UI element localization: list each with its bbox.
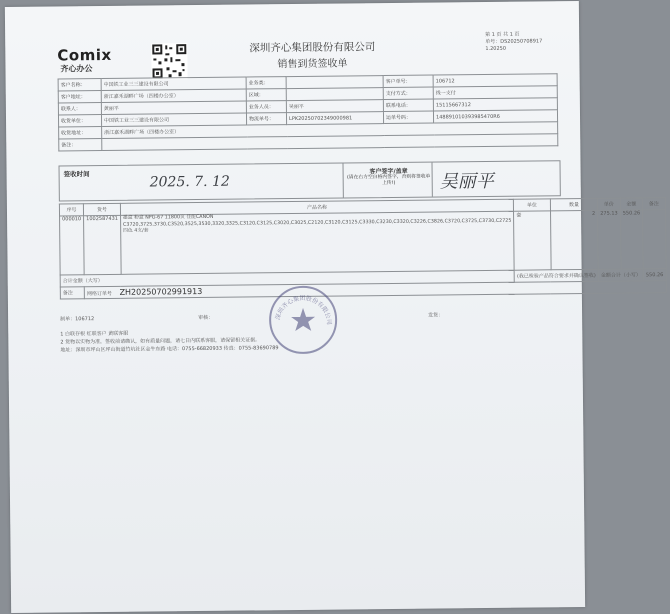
col-amount: 金额 <box>620 198 643 210</box>
invoice-no-value: 106712 <box>433 74 557 87</box>
invoice-no-label: 客户单号： <box>383 75 433 88</box>
maker: 制单：106712 <box>60 316 95 323</box>
col-unit: 单位 <box>514 199 551 211</box>
item-sku: 1002587431 <box>84 215 121 274</box>
item-no: 000010 <box>60 216 85 275</box>
total-cn-label: 合计金额（大写） <box>60 270 514 287</box>
receiver-label: 收货单位： <box>58 115 101 127</box>
logo-subtitle: 齐心办公 <box>60 64 93 74</box>
receipt-sign-row <box>59 160 561 201</box>
confirm-note: (我已检验产品符合要求并确认签收) <box>514 269 598 282</box>
tracking-label: 运单号码： <box>383 111 433 124</box>
customer-address-value: 浙江嘉禾湖畔广场（四楼办公室） <box>101 89 246 103</box>
table-row <box>60 210 666 275</box>
region-label: 区域： <box>246 89 286 101</box>
business-label: 业务类： <box>246 77 286 89</box>
receipt-document <box>5 1 664 613</box>
shipper: 发货： <box>428 312 444 319</box>
receipt-time-label: 签收时间 <box>63 170 90 179</box>
qr-code-icon <box>151 43 187 79</box>
receiver-value: 中国铁工业三三建设有限公司 <box>101 113 246 127</box>
item-name: 墨盒 粉盒 NPG-67 11800页 佳能CANON C3720,3725,3730,C3520,3525,3530,3320,3325,C3120,C3125,C3020,C3025,C2120,C3120,C3125,C3330,C3230,C3320,C3226,C3826,C3720,C3725,C3730,C2725 四色 4支/套 <box>120 211 514 274</box>
item-note <box>643 210 666 269</box>
total-value: 550.26 <box>643 269 666 281</box>
item-qty: 2 <box>550 210 598 269</box>
salesman-label: 业务人员： <box>246 101 286 113</box>
item-price: 275.13 <box>598 210 621 269</box>
customer-label: 客户名称： <box>58 79 101 91</box>
item-unit: 套 <box>514 211 551 270</box>
address-value: 浙江嘉禾湖畔广场（四楼办公室） <box>102 122 558 139</box>
col-note: 备注 <box>643 198 666 210</box>
col-qty: 数量 <box>550 198 597 210</box>
online-order-number: ZH20250702991913 <box>119 286 203 297</box>
customer-value: 中国铁工业三三建设有限公司 <box>101 77 246 91</box>
seal-text: 深圳齐心集团股份有限公司 <box>274 294 333 326</box>
pay-method-label: 支付方式： <box>383 87 433 100</box>
col-price: 单价 <box>598 198 621 210</box>
items-remark-label: 备注 <box>60 287 84 299</box>
company-seal <box>267 284 340 357</box>
receipt-time-handwritten: 2025. 7. 12 <box>149 173 230 191</box>
contact-value: 黄丽平 <box>101 101 246 115</box>
item-amount: 550.26 <box>620 210 643 269</box>
page-number: 第 1 页 共 1 页 <box>485 31 520 38</box>
info-table <box>58 73 559 151</box>
comix-logo: Comix <box>57 45 112 65</box>
footer-address: 地址：深圳市坪山区坪山街道竹坑社区金牛东路 电话：0755-66820933 传真：0755-83690789 <box>60 345 279 354</box>
online-order-label: 网络订单号 <box>86 290 112 298</box>
pay-method-value: 线一支付 <box>433 86 557 99</box>
phone-value: 15115667312 <box>433 98 557 111</box>
company-name: 深圳齐心集团股份有限公司 <box>249 41 376 55</box>
items-table <box>59 197 667 299</box>
print-date: 1.20250 <box>485 45 507 52</box>
page-meta <box>485 31 569 53</box>
tracking-value: 148891010393985470R6 <box>433 110 557 123</box>
sign-label: 客户签字/盖章 <box>369 167 408 176</box>
remark-label: 备注： <box>59 139 102 151</box>
total-label: 金额合计（小写） <box>598 269 643 281</box>
col-no: 序号 <box>59 204 83 216</box>
footer-note-1: 1 白联存根 红联客户 黄联客服 <box>60 330 129 338</box>
logistics-label: 物流单号： <box>246 113 286 125</box>
salesman-value: 吴丽平 <box>286 100 383 113</box>
auditor: 审核： <box>198 314 214 322</box>
contact-label: 联系人： <box>58 103 101 115</box>
col-name: 产品名称 <box>120 199 513 215</box>
order-number: 单号：DS20250708917 <box>485 38 543 45</box>
customer-signature: 吴丽平 <box>439 170 494 193</box>
col-sku: 货号 <box>84 203 121 215</box>
phone-label: 联系电话： <box>383 99 433 112</box>
sign-note: (请在右方空白格内签字，否则将签收单上传!) <box>346 174 431 187</box>
address-label: 收货地址： <box>59 127 102 139</box>
document-title: 销售到货签收单 <box>277 58 348 71</box>
footer-note-2: 2 货物以实物为准，签收前请确认，如有质量问题，请七日内联系客服，请保留相关证据。 <box>60 337 261 346</box>
logistics-value: LPK20250702349000981 <box>286 112 383 125</box>
customer-address-label: 客户地址： <box>58 91 101 103</box>
